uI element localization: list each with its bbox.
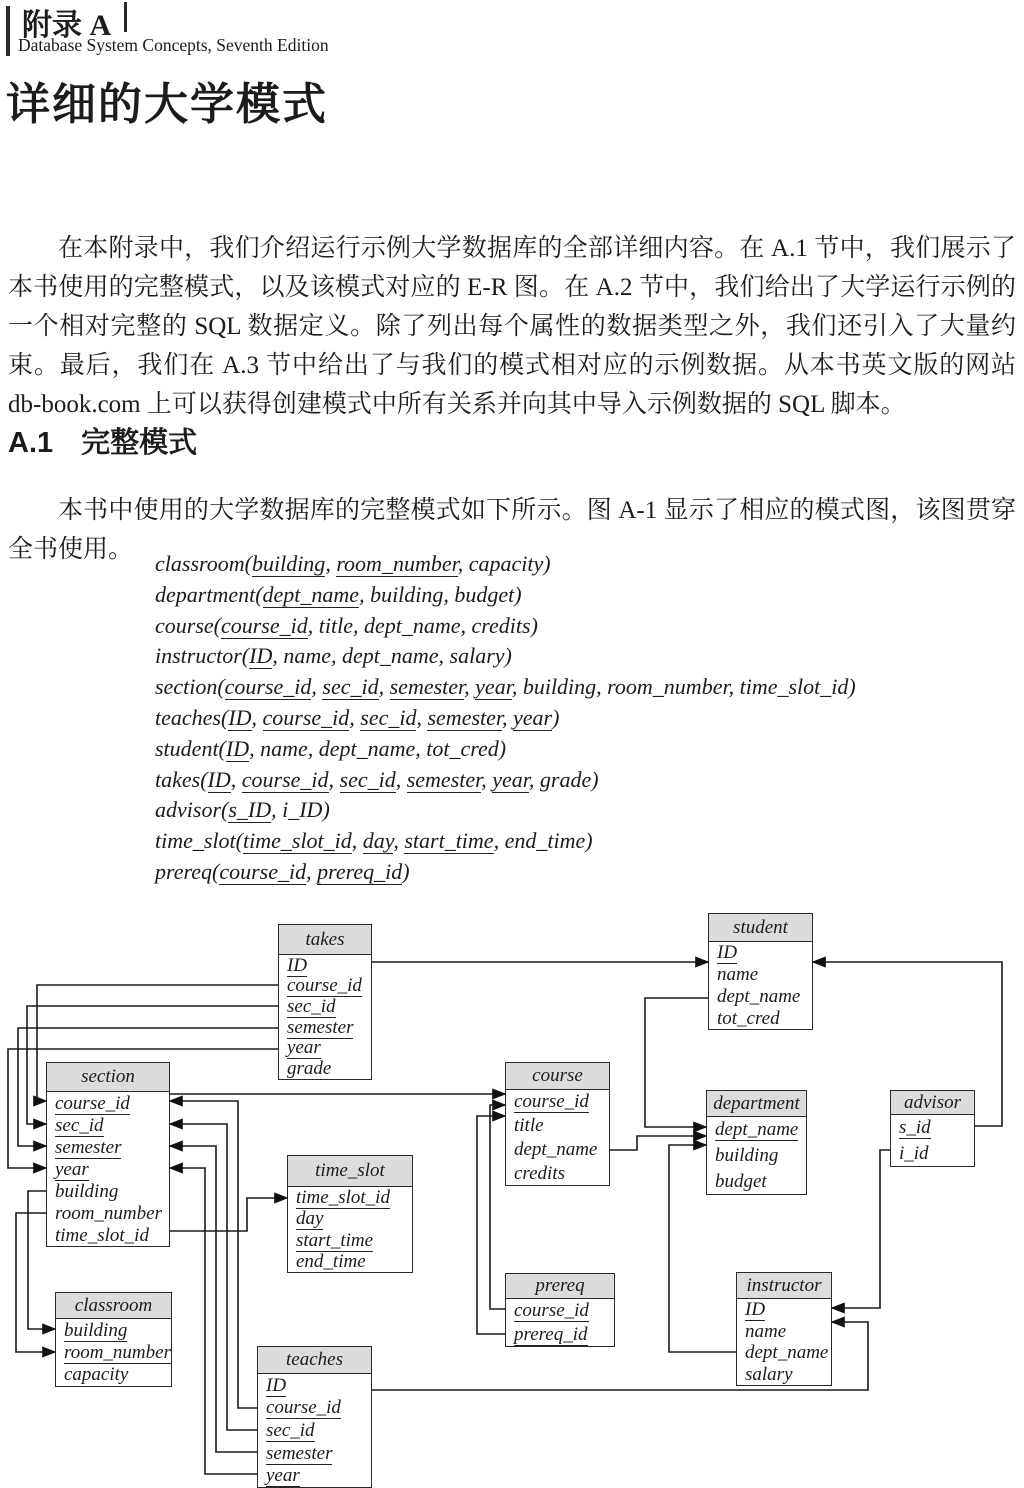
- schema-line-student: student(ID, name, dept_name, tot_cred): [155, 735, 507, 761]
- schema-line-takes: takes(ID, course_id, sec_id, semester, year, grade): [155, 766, 599, 792]
- field-takes-ID: ID: [287, 954, 308, 976]
- field-course-course_id: course_id: [514, 1091, 589, 1113]
- field-course-title: title: [514, 1115, 544, 1137]
- table-teaches-fields: [258, 1374, 371, 1487]
- schema-attr-section-time_slot_id: time_slot_id: [739, 674, 849, 700]
- schema-attr-course-course_id: course_id: [220, 612, 308, 638]
- schema-attr-classroom-building: building: [251, 551, 326, 576]
- schema-attr-takes-ID: ID: [207, 766, 231, 792]
- table-course-title: course: [506, 1063, 609, 1090]
- connection-teaches.course_id-to-section.course_id: [170, 1101, 257, 1408]
- schema-line-time_slot: time_slot(time_slot_id, day, start_time, end_time): [155, 828, 593, 854]
- schema-attr-section-year: year: [475, 674, 512, 700]
- table-instructor: [736, 1272, 832, 1386]
- table-advisor: [890, 1090, 975, 1167]
- table-prereq: [505, 1273, 615, 1347]
- table-instructor-title: instructor: [737, 1273, 831, 1299]
- schema-attr-time_slot-day: day: [362, 828, 394, 854]
- schema-attr-instructor-name: name: [283, 643, 331, 669]
- section-title: 完整模式: [81, 427, 198, 459]
- schema-line-teaches: teaches(ID, course_id, sec_id, semester, year): [155, 704, 560, 730]
- table-instructor-fields: [737, 1299, 831, 1385]
- field-department-building: building: [715, 1144, 779, 1166]
- table-time_slot: [287, 1155, 413, 1273]
- field-teaches-ID: ID: [266, 1374, 287, 1396]
- schema-attr-student-name: name: [260, 735, 308, 761]
- schema-attr-time_slot-start_time: start_time: [404, 828, 494, 854]
- field-takes-sec_id: sec_id: [287, 996, 336, 1018]
- field-classroom-building: building: [64, 1319, 128, 1341]
- schema-line-course: course(course_id, title, dept_name, credits): [155, 612, 538, 638]
- field-section-building: building: [55, 1180, 119, 1202]
- schema-attr-course-dept_name: dept_name: [363, 612, 461, 638]
- field-time_slot-end_time: end_time: [296, 1250, 366, 1272]
- table-prereq-fields: [506, 1299, 614, 1346]
- schema-attr-time_slot-end_time: end_time: [504, 828, 586, 854]
- section-paragraph: 本书中使用的大学数据库的完整模式如下所示。图 A-1 显示了相应的模式图，该图贯穿全书使用。: [8, 497, 1016, 563]
- field-instructor-dept_name: dept_name: [745, 1342, 829, 1364]
- schema-relation-list: [155, 549, 856, 888]
- field-section-room_number: room_number: [55, 1202, 162, 1224]
- schema-attr-student-tot_cred: tot_cred: [426, 735, 499, 761]
- field-section-sec_id: sec_id: [55, 1114, 104, 1136]
- schema-attr-classroom-capacity: capacity: [468, 551, 544, 576]
- table-department-fields: [707, 1117, 806, 1194]
- appendix-label: 附录 A: [22, 9, 112, 42]
- schema-attr-section-sec_id: sec_id: [322, 674, 379, 700]
- field-student-name: name: [717, 964, 759, 986]
- field-takes-course_id: course_id: [287, 975, 362, 997]
- field-classroom-room_number: room_number: [64, 1341, 171, 1363]
- field-section-year: year: [55, 1158, 89, 1180]
- table-course-fields: [506, 1090, 609, 1185]
- field-student-ID: ID: [717, 942, 738, 964]
- schema-attr-teaches-semester: semester: [427, 704, 503, 730]
- field-section-course_id: course_id: [55, 1092, 130, 1114]
- schema-attr-takes-year: year: [492, 766, 529, 792]
- section-number: A.1: [8, 427, 54, 459]
- table-student-fields: [709, 942, 812, 1029]
- schema-attr-takes-semester: semester: [406, 766, 482, 792]
- table-section-title: section: [47, 1063, 169, 1092]
- field-takes-semester: semester: [287, 1016, 354, 1038]
- schema-attr-section-semester: semester: [389, 674, 465, 700]
- connection-prereq.prereq_id-to-course.course_id: [477, 1116, 505, 1334]
- schema-attr-teaches-year: year: [513, 704, 553, 730]
- chapter-title: 详细的大学模式: [6, 80, 328, 129]
- schema-attr-instructor-salary: salary: [449, 643, 505, 669]
- schema-attr-section-course_id: course_id: [224, 674, 312, 700]
- schema-line-prereq: prereq(course_id, prereq_id): [155, 858, 410, 884]
- schema-attr-student-ID: ID: [225, 735, 250, 761]
- schema-attr-teaches-course_id: course_id: [262, 704, 350, 730]
- table-student-title: student: [709, 914, 812, 942]
- table-takes-title: takes: [279, 925, 371, 955]
- table-teaches: [257, 1346, 372, 1488]
- table-prereq-title: prereq: [506, 1274, 614, 1299]
- connection-prereq.course_id-to-course.course_id: [490, 1105, 505, 1309]
- schema-attr-instructor-dept_name: dept_name: [342, 643, 439, 669]
- schema-attr-student-dept_name: dept_name: [318, 735, 416, 761]
- field-instructor-salary: salary: [745, 1363, 793, 1385]
- schema-attr-classroom-room_number: room_number: [336, 551, 458, 576]
- section-heading: [8, 420, 197, 461]
- schema-line-instructor: instructor(ID, name, dept_name, salary): [155, 643, 512, 669]
- field-department-budget: budget: [715, 1170, 767, 1192]
- field-department-dept_name: dept_name: [715, 1119, 799, 1141]
- table-time_slot-title: time_slot: [288, 1156, 412, 1187]
- schema-attr-prereq-prereq_id: prereq_id: [317, 858, 403, 884]
- schema-attr-course-credits: credits: [471, 612, 531, 638]
- field-student-dept_name: dept_name: [717, 985, 801, 1007]
- field-time_slot-day: day: [296, 1208, 324, 1230]
- schema-line-department: department(dept_name, building, budget): [155, 581, 522, 607]
- schema-attr-department-budget: budget: [454, 581, 515, 607]
- table-advisor-fields: [891, 1115, 974, 1166]
- table-advisor-title: advisor: [891, 1091, 974, 1115]
- schema-line-section: section(course_id, sec_id, semester, year, building, room_number, time_slot_id): [155, 674, 856, 700]
- connection-teaches.sec_id-to-section.sec_id: [170, 1124, 257, 1430]
- table-classroom-title: classroom: [56, 1293, 171, 1319]
- schema-attr-instructor-ID: ID: [249, 643, 273, 669]
- field-teaches-semester: semester: [266, 1442, 333, 1464]
- field-prereq-prereq_id: prereq_id: [514, 1323, 588, 1345]
- intro-paragraph: 在本附录中，我们介绍运行示例大学数据库的全部详细内容。在 A.1 节中，我们展示了本书使用的完整模式，以及该模式对应的 E-R 图。在 A.2 节中，我们给出了大学运行示例的一个相对完整的 SQL 数据定义。除了列出每个属性的数据类型之外，我们还引入了大量约束。最后，我们在 A.3 节中给出了与我们的模式相对应的示例数据。从本书英文版的网站 db-book.com 上可以获得创建模式中所有关系并向其中导入示例数据的 SQL 脚本。: [8, 235, 1016, 418]
- connection-teaches.year-to-section.year: [170, 1168, 257, 1474]
- table-student: [708, 913, 813, 1030]
- field-section-semester: semester: [55, 1136, 122, 1158]
- field-advisor-s_id: s_id: [899, 1117, 931, 1139]
- field-instructor-ID: ID: [745, 1299, 766, 1321]
- schema-attr-takes-sec_id: sec_id: [339, 766, 396, 792]
- table-section: [46, 1062, 170, 1247]
- connection-teaches.semester-to-section.semester: [170, 1146, 257, 1452]
- field-teaches-sec_id: sec_id: [266, 1419, 315, 1441]
- table-classroom-fields: [56, 1319, 171, 1386]
- schema-attr-time_slot-time_slot_id: time_slot_id: [243, 828, 352, 854]
- field-prereq-course_id: course_id: [514, 1300, 589, 1322]
- schema-attr-advisor-i_ID: i_ID: [282, 797, 323, 823]
- field-teaches-year: year: [266, 1465, 300, 1487]
- connection-student.dept_name-to-department.dept_name: [645, 998, 708, 1127]
- field-time_slot-start_time: start_time: [296, 1229, 374, 1251]
- field-classroom-capacity: capacity: [64, 1364, 129, 1386]
- table-department: [706, 1090, 807, 1195]
- table-classroom: [55, 1292, 172, 1387]
- field-section-time_slot_id: time_slot_id: [55, 1224, 149, 1246]
- schema-attr-section-room_number: room_number: [607, 674, 729, 700]
- connection-advisor.i_id-to-instructor.ID: [832, 1150, 890, 1308]
- field-course-dept_name: dept_name: [514, 1138, 598, 1160]
- table-takes: [278, 924, 372, 1080]
- schema-attr-advisor-s_ID: s_ID: [228, 797, 272, 823]
- table-department-title: department: [707, 1091, 806, 1117]
- schema-attr-teaches-sec_id: sec_id: [360, 704, 417, 730]
- table-course: [505, 1062, 610, 1186]
- table-teaches-title: teaches: [258, 1347, 371, 1374]
- table-takes-fields: [279, 955, 371, 1079]
- schema-attr-section-building: building: [522, 674, 597, 700]
- table-section-fields: [47, 1092, 169, 1246]
- schema-attr-takes-course_id: course_id: [241, 766, 329, 792]
- schema-line-classroom: classroom(building, room_number, capacity): [155, 551, 551, 576]
- appendix-left-bar: [6, 6, 10, 56]
- schema-attr-department-dept_name: dept_name: [262, 581, 360, 607]
- schema-attr-department-building: building: [370, 581, 444, 607]
- appendix-right-bar: [124, 2, 127, 32]
- book-title: Database System Concepts, Seventh Edition: [18, 35, 329, 55]
- schema-attr-teaches-ID: ID: [228, 704, 252, 730]
- schema-attr-course-title: title: [318, 612, 353, 638]
- field-advisor-i_id: i_id: [899, 1142, 929, 1164]
- connection-section.time_slot_id-to-time_slot.time_slot_id: [170, 1198, 287, 1231]
- field-takes-year: year: [287, 1037, 321, 1059]
- schema-attr-prereq-course_id: course_id: [219, 858, 307, 884]
- field-course-credits: credits: [514, 1162, 566, 1184]
- connection-course.dept_name-to-department.dept_name: [610, 1136, 706, 1150]
- field-student-tot_cred: tot_cred: [717, 1007, 780, 1029]
- field-takes-grade: grade: [287, 1058, 332, 1080]
- field-time_slot-time_slot_id: time_slot_id: [296, 1187, 390, 1209]
- schema-attr-takes-grade: grade: [539, 766, 592, 792]
- schema-diagram: [0, 900, 1024, 1487]
- field-teaches-course_id: course_id: [266, 1397, 341, 1419]
- schema-line-advisor: advisor(s_ID, i_ID): [155, 797, 330, 823]
- table-time_slot-fields: [288, 1187, 412, 1272]
- field-instructor-name: name: [745, 1320, 787, 1342]
